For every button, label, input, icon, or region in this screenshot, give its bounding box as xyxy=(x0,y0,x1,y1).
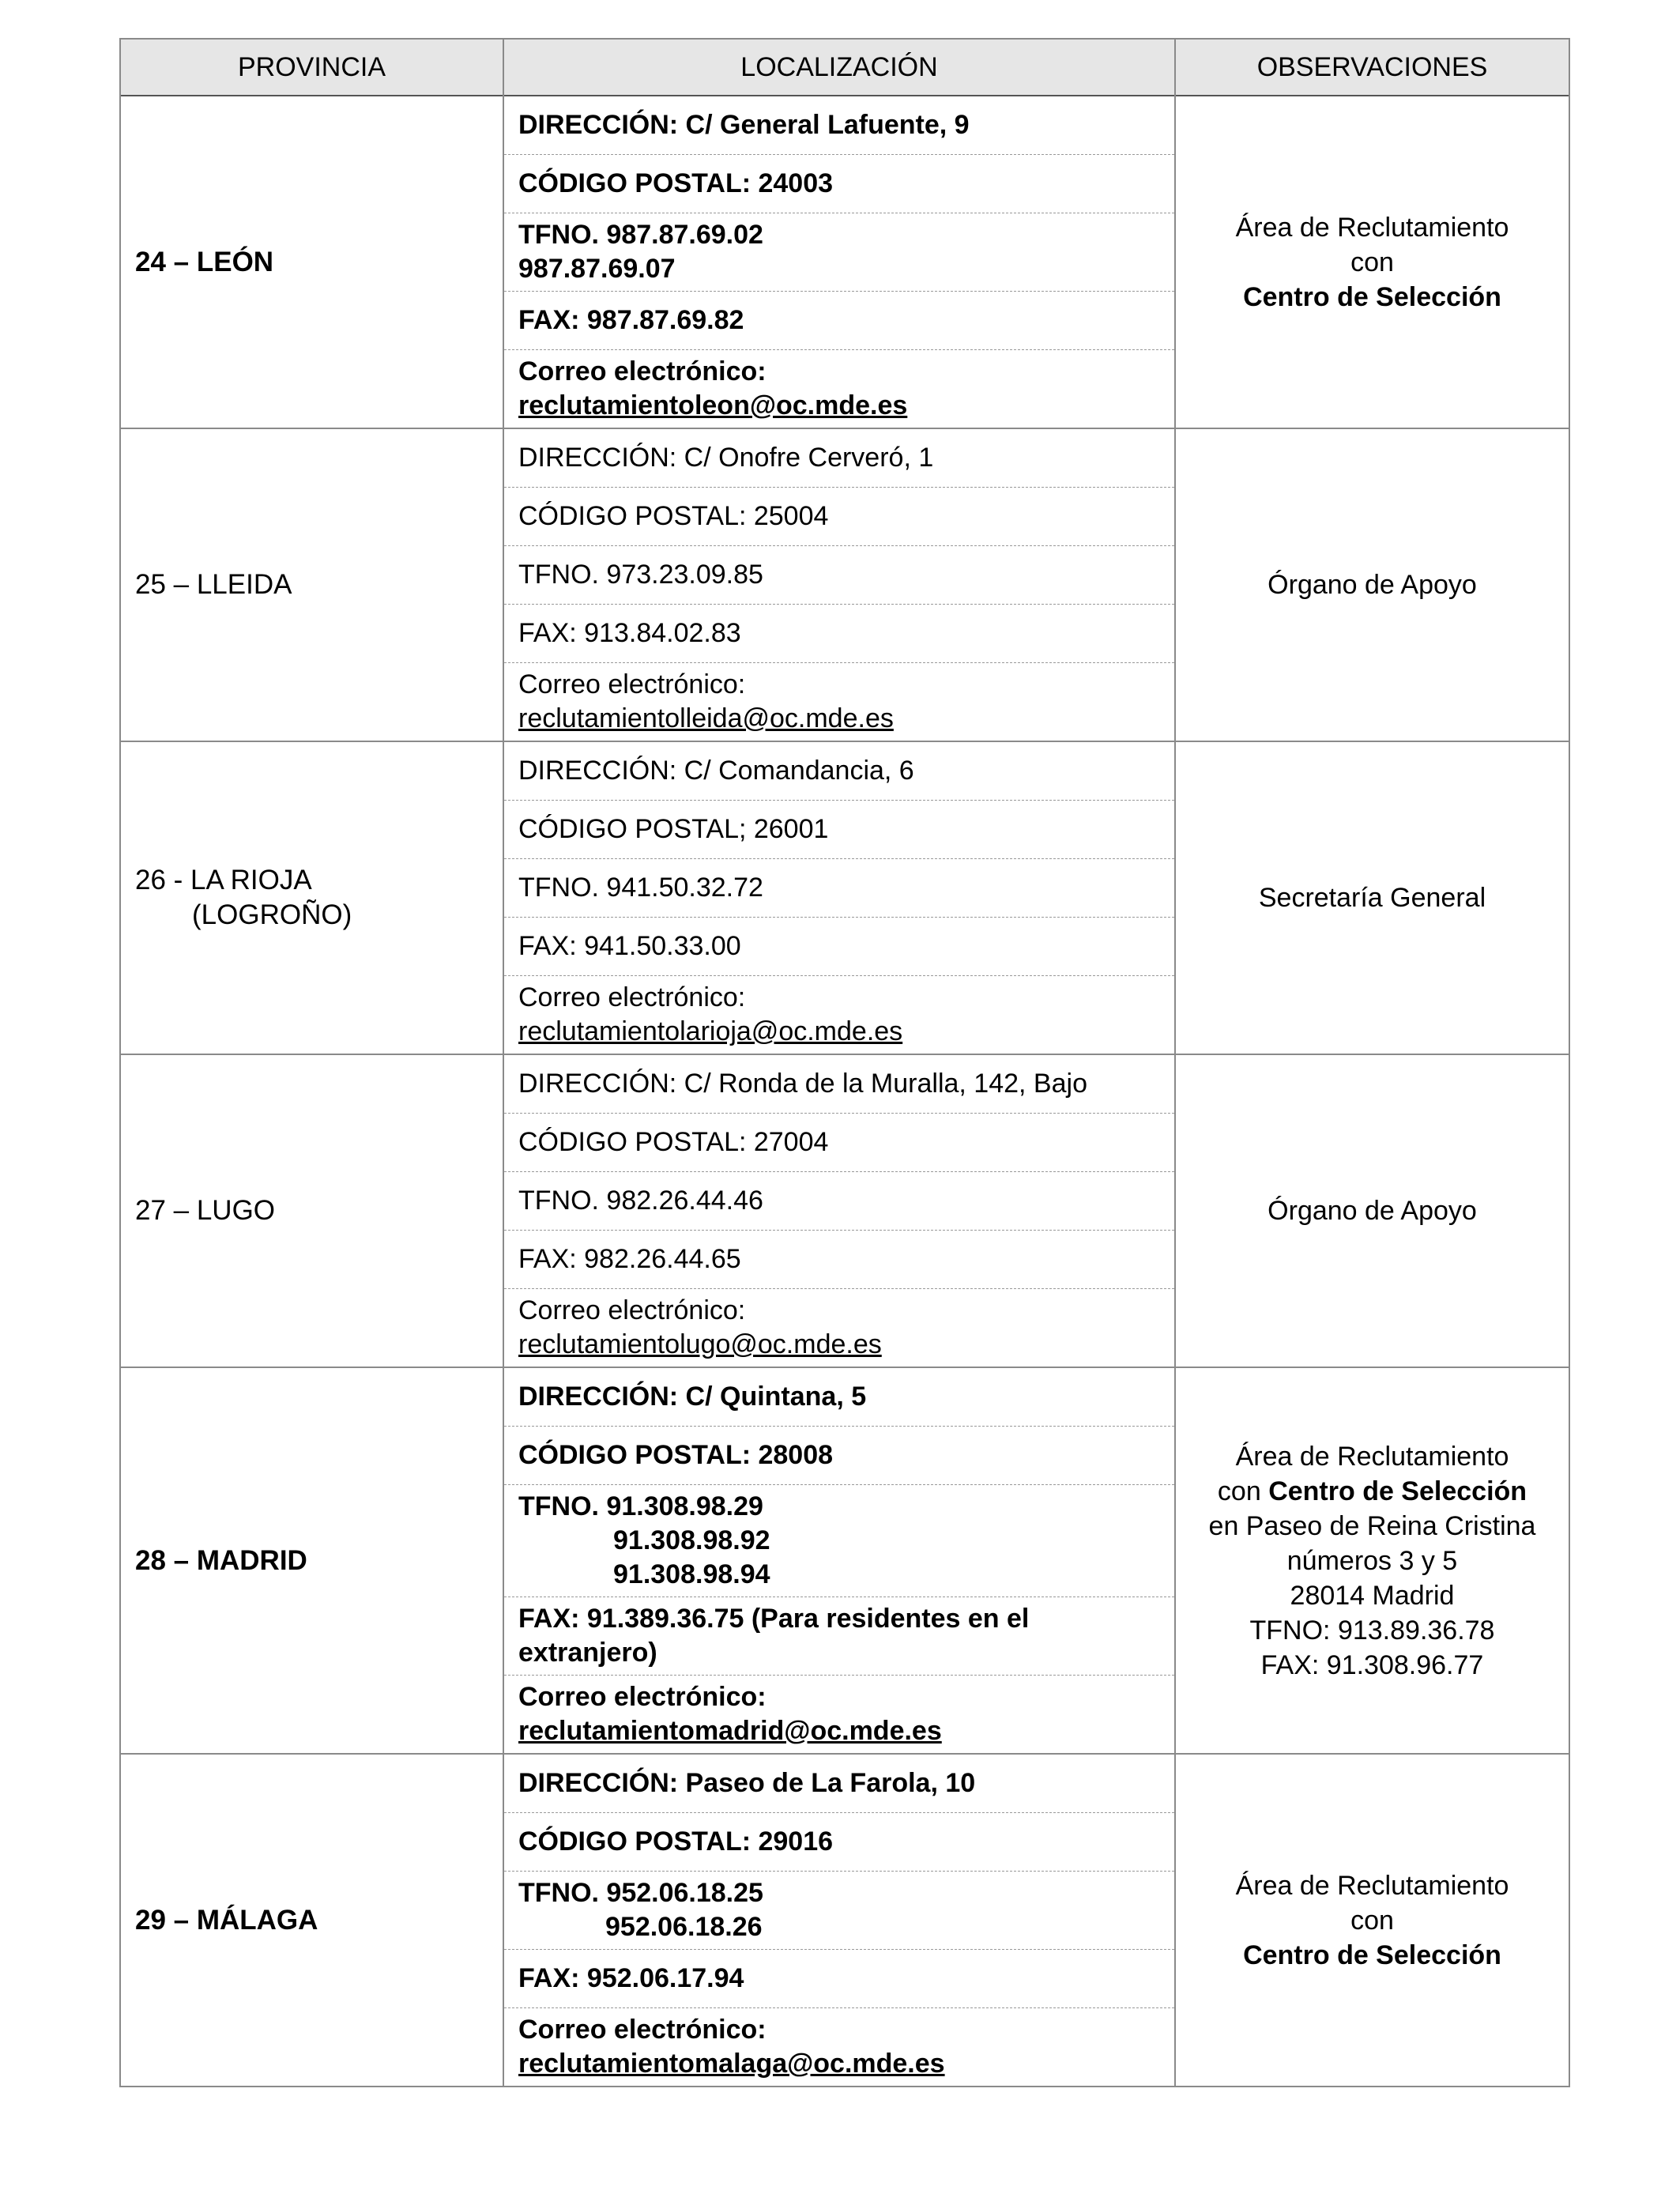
email-link[interactable]: reclutamientoleon@oc.mde.es xyxy=(518,390,908,420)
table-row xyxy=(120,741,1569,1054)
direccion: DIRECCIÓN: Paseo de La Farola, 10 xyxy=(504,1755,1174,1813)
provincia-cell: 24 – LEÓN xyxy=(120,96,503,428)
localizacion-cell xyxy=(503,1754,1175,2087)
observaciones-cell: Secretaría General xyxy=(1175,741,1569,1054)
correo: Correo electrónico: reclutamientolarioja@oc.mde.es xyxy=(504,976,1174,1054)
telefono: TFNO. 982.26.44.46 xyxy=(504,1172,1174,1231)
localizacion-cell xyxy=(503,428,1175,741)
codigo-postal: CÓDIGO POSTAL; 26001 xyxy=(504,801,1174,859)
correo: Correo electrónico: reclutamientolugo@oc.mde.es xyxy=(504,1289,1174,1367)
provincia-cell: 29 – MÁLAGA xyxy=(120,1754,503,2087)
localizacion-cell xyxy=(503,1367,1175,1754)
email-link[interactable]: reclutamientomalaga@oc.mde.es xyxy=(518,2049,945,2079)
offices-table xyxy=(119,38,1570,2087)
telefono: TFNO. 987.87.69.02 987.87.69.07 xyxy=(504,213,1174,292)
fax: FAX: 91.389.36.75 (Para residentes en el extranjero) xyxy=(504,1597,1174,1676)
table-header-row xyxy=(120,39,1569,96)
provincia-cell: 25 – LLEIDA xyxy=(120,428,503,741)
codigo-postal: CÓDIGO POSTAL: 27004 xyxy=(504,1114,1174,1172)
provincia-cell: 27 – LUGO xyxy=(120,1054,503,1367)
codigo-postal: CÓDIGO POSTAL: 29016 xyxy=(504,1813,1174,1872)
codigo-postal: CÓDIGO POSTAL: 25004 xyxy=(504,488,1174,546)
telefono: TFNO. 91.308.98.29 91.308.98.92 91.308.98.94 xyxy=(504,1485,1174,1597)
email-link[interactable]: reclutamientolarioja@oc.mde.es xyxy=(518,1016,903,1046)
observaciones-cell: Área de Reclutamiento con Centro de Selección xyxy=(1175,1754,1569,2087)
provincia-cell: 28 – MADRID xyxy=(120,1367,503,1754)
email-link[interactable]: reclutamientolugo@oc.mde.es xyxy=(518,1329,882,1359)
header-localizacion: LOCALIZACIÓN xyxy=(503,39,1175,96)
observaciones-cell: Área de Reclutamiento con Centro de Selección en Paseo de Reina Cristina números 3 y 5 28014 Madrid TFNO: 913.89.36.78 FAX: 91.308.96.77 xyxy=(1175,1367,1569,1754)
direccion: DIRECCIÓN: C/ Comandancia, 6 xyxy=(504,742,1174,801)
fax: FAX: 987.87.69.82 xyxy=(504,292,1174,350)
fax: FAX: 941.50.33.00 xyxy=(504,918,1174,976)
observaciones-cell: Órgano de Apoyo xyxy=(1175,1054,1569,1367)
email-link[interactable]: reclutamientolleida@oc.mde.es xyxy=(518,703,894,733)
fax: FAX: 913.84.02.83 xyxy=(504,605,1174,663)
correo: Correo electrónico: reclutamientoleon@oc.mde.es xyxy=(504,350,1174,428)
direccion: DIRECCIÓN: C/ Quintana, 5 xyxy=(504,1368,1174,1427)
observaciones-cell: Área de Reclutamiento con Centro de Selección xyxy=(1175,96,1569,428)
table-row xyxy=(120,428,1569,741)
email-link[interactable]: reclutamientomadrid@oc.mde.es xyxy=(518,1716,942,1746)
direccion: DIRECCIÓN: C/ Ronda de la Muralla, 142, Bajo xyxy=(504,1055,1174,1114)
telefono: TFNO. 952.06.18.25 952.06.18.26 xyxy=(504,1872,1174,1950)
direccion: DIRECCIÓN: C/ General Lafuente, 9 xyxy=(504,96,1174,155)
codigo-postal: CÓDIGO POSTAL: 24003 xyxy=(504,155,1174,213)
codigo-postal: CÓDIGO POSTAL: 28008 xyxy=(504,1427,1174,1485)
provincia-cell: 26 - LA RIOJA (LOGROÑO) xyxy=(120,741,503,1054)
table-row xyxy=(120,1754,1569,2087)
direccion: DIRECCIÓN: C/ Onofre Cerveró, 1 xyxy=(504,429,1174,488)
table-row xyxy=(120,96,1569,428)
correo: Correo electrónico: reclutamientolleida@oc.mde.es xyxy=(504,663,1174,741)
localizacion-cell xyxy=(503,96,1175,428)
correo: Correo electrónico: reclutamientomadrid@oc.mde.es xyxy=(504,1676,1174,1753)
correo: Correo electrónico: reclutamientomalaga@oc.mde.es xyxy=(504,2008,1174,2086)
table-row xyxy=(120,1367,1569,1754)
localizacion-cell xyxy=(503,1054,1175,1367)
telefono: TFNO. 973.23.09.85 xyxy=(504,546,1174,605)
header-provincia: PROVINCIA xyxy=(120,39,503,96)
telefono: TFNO. 941.50.32.72 xyxy=(504,859,1174,918)
header-observaciones: OBSERVACIONES xyxy=(1175,39,1569,96)
table-row xyxy=(120,1054,1569,1367)
localizacion-cell xyxy=(503,741,1175,1054)
fax: FAX: 982.26.44.65 xyxy=(504,1231,1174,1289)
observaciones-cell: Órgano de Apoyo xyxy=(1175,428,1569,741)
fax: FAX: 952.06.17.94 xyxy=(504,1950,1174,2008)
